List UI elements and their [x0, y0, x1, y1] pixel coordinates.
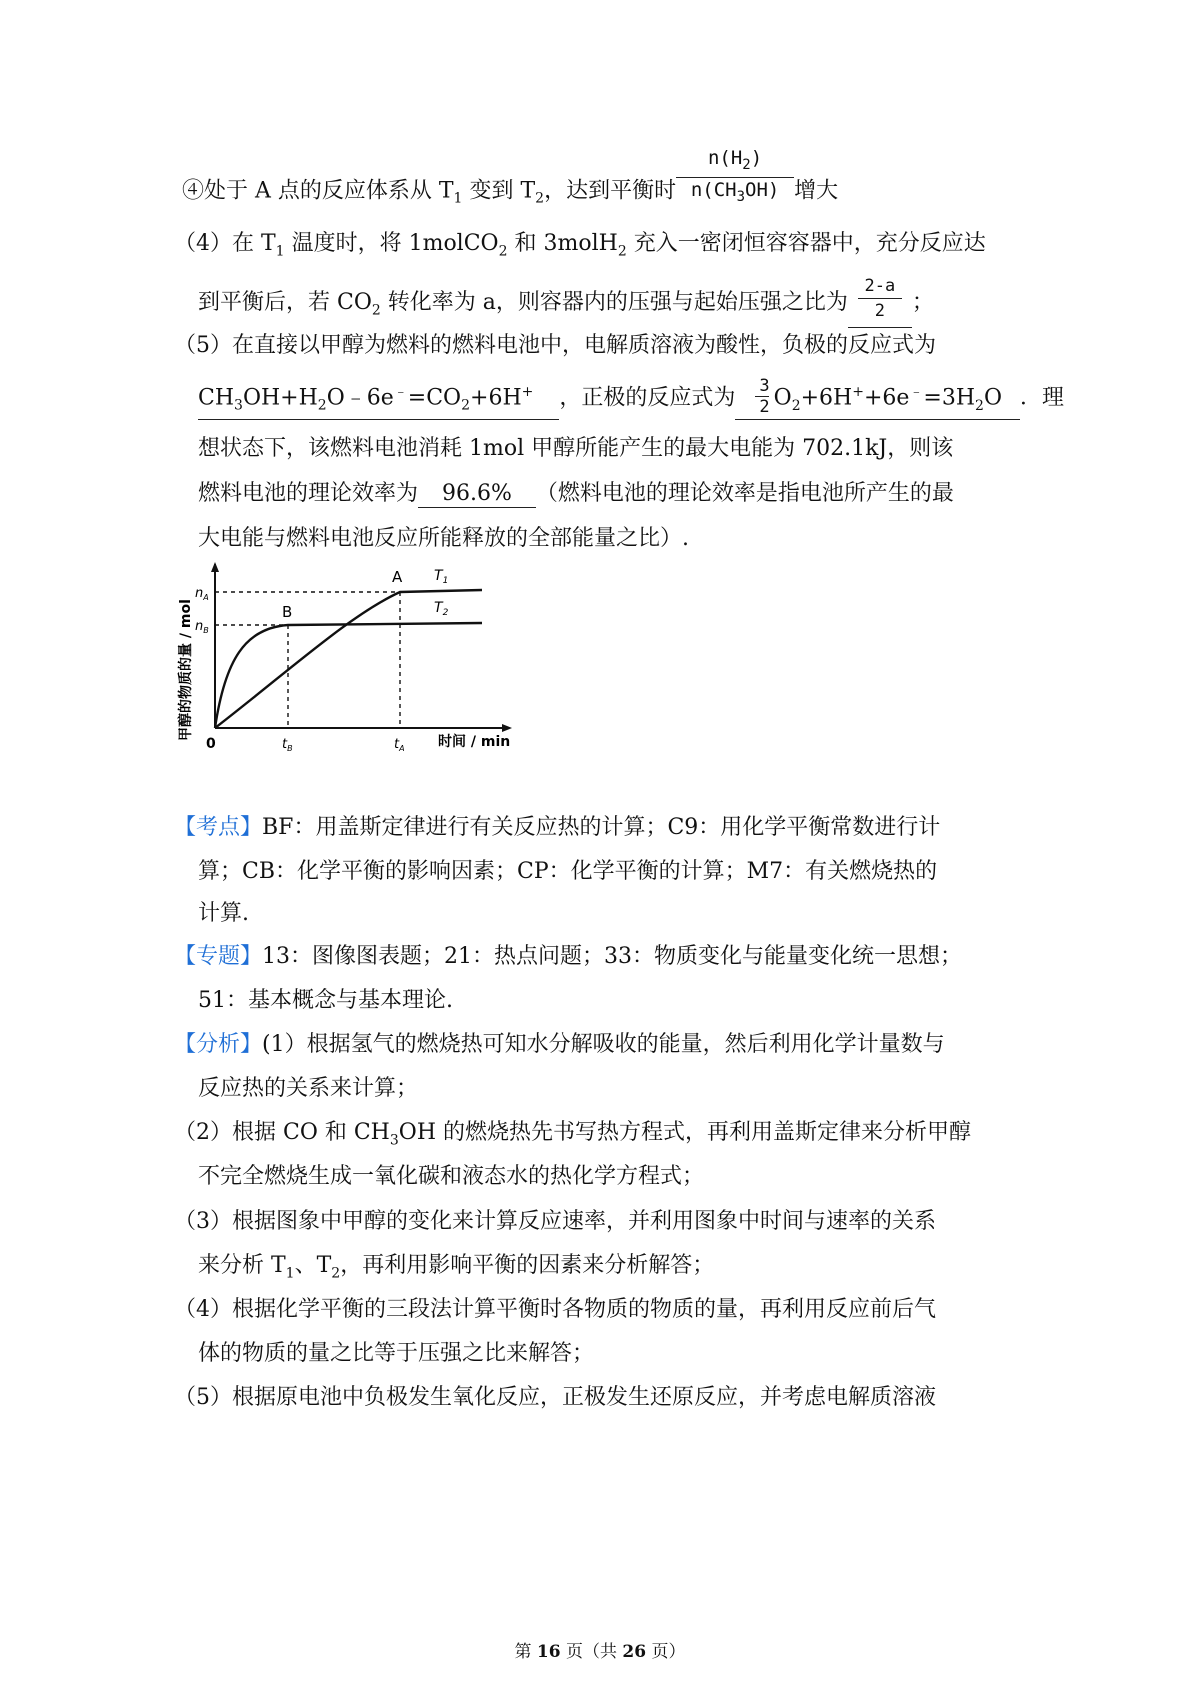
series-T2-label: $T_2$: [434, 600, 449, 618]
fenxi-p2-line1: （2）根据 CO 和 $CH_3OH$ 的燃烧热先书写热方程式，再利用盖斯定律来分析甲醇: [174, 1120, 972, 1149]
fenxi-p5-line1: （5）根据原电池中负极发生氧化反应，正极发生还原反应，并考虑电解质溶液: [174, 1385, 936, 1410]
q4-line2: 到平衡后，若 $CO_2$ 转化率为 a，则容器内的压强与起始压强之比为 $\frac{2-a}{2}$ ；: [198, 278, 934, 328]
x-axis-arrow: [502, 724, 512, 732]
fenxi-p1-line1: 【分析】(1）根据氢气的燃烧热可知水分解吸收的能量，然后利用化学计量数与: [174, 1032, 945, 1057]
fenxi-p3-line2: 来分析 $T_1$、$T_2$，再利用影响平衡的因素来分析解答；: [198, 1253, 715, 1282]
y-axis-arrow: [211, 562, 219, 572]
zhuanti-line1: 【专题】13：图像图表题；21：热点问题；33：物质变化与能量变化统一思想；: [174, 944, 963, 969]
positive-electrode-answer: $\frac{3}{2}$ $O_2+6H^++6e^﹣=3H_2O$: [735, 378, 1020, 420]
fenxi-p4-line1: （4）根据化学平衡的三段法计算平衡时各物质的物质的量，再利用反应前后气: [174, 1297, 936, 1322]
q5-line4: 燃料电池的理论效率为 96.6% （燃料电池的理论效率是指电池所产生的最: [198, 481, 954, 506]
ytick-nB: $n_B$: [195, 619, 209, 635]
q5-line5: 大电能与燃料电池反应所能释放的全部能量之比）.: [198, 526, 689, 551]
point-A-label: A: [392, 568, 403, 586]
methanol-amount-chart: [170, 560, 530, 770]
q5-line1: （5）在直接以甲醇为燃料的燃料电池中，电解质溶液为酸性，负极的反应式为: [174, 333, 937, 358]
q5-line3: 想状态下，该燃料电池消耗 1mol 甲醇所能产生的最大电能为 702.1kJ，则该: [198, 436, 954, 461]
fenxi-p4-line2: 体的物质的量之比等于压强之比来解答；: [198, 1341, 595, 1366]
series-T1-label: $T_1$: [434, 568, 449, 586]
kaodian-line1: 【考点】BF：用盖斯定律进行有关反应热的计算；C9：用化学平衡常数进行计: [174, 815, 941, 840]
chart-xlabel: 时间 / min: [438, 734, 511, 750]
current-page: 16: [536, 1642, 561, 1662]
fenxi-p3-line1: （3）根据图象中甲醇的变化来计算反应速率，并利用图象中时间与速率的关系: [174, 1209, 936, 1234]
q4-answer-fraction: $\frac{2-a}{2}$: [858, 274, 902, 323]
ytick-nA: $n_A$: [195, 586, 209, 602]
series-T2-line: [215, 623, 482, 728]
xtick-tA: $t_A$: [394, 737, 405, 753]
page-footer: 第 16 页（共 26 页）: [514, 1642, 686, 1662]
kaodian-tag: 【考点】: [174, 815, 263, 840]
ratio-fraction: $\frac{n(H_2)}{n(CH_3OH)}$: [676, 146, 794, 209]
kaodian-line3: 计算.: [198, 901, 249, 926]
q3-item4-line: ④处于 A 点的反应体系从 $T_1$ 变到 $T_2$，达到平衡时 $\frac{n(H_2)}{n(CH_3OH)}$ 增大: [182, 147, 839, 207]
fenxi-p1-line2: 反应热的关系来计算；: [198, 1076, 419, 1101]
total-pages: 26: [622, 1642, 647, 1662]
q5-line2: $CH_3OH+H_2O﹣6e^﹣=CO_2+6H^+$ ，正极的反应式为 $\frac{3}{2}$ $O_2+6H^++6e^﹣=3H_2O$ ．理: [198, 378, 1064, 420]
origin-label: 0: [206, 736, 216, 752]
chart-ylabel: 甲醇的物质的量 / mol: [178, 599, 194, 741]
xtick-tB: $t_B$: [282, 737, 293, 753]
fenxi-tag: 【分析】: [174, 1032, 263, 1057]
efficiency-answer: 96.6%: [418, 481, 536, 508]
fenxi-p2-line2: 不完全燃烧生成一氧化碳和液态水的热化学方程式；: [198, 1164, 705, 1189]
q4-line1: （4）在 $T_1$ 温度时，将 1molCO$_2$ 和 3molH$_2$ 充入一密闭恒容容器中，充分反应达: [174, 231, 986, 260]
negative-electrode-answer: $CH_3OH+H_2O﹣6e^﹣=CO_2+6H^+$: [198, 379, 559, 420]
kaodian-line2: 算；CB：化学平衡的影响因素；CP：化学平衡的计算；M7：有关燃烧热的: [198, 859, 938, 884]
zhuanti-line2: 51：基本概念与基本理论.: [198, 988, 453, 1013]
point-B-label: B: [282, 603, 293, 621]
zhuanti-tag: 【专题】: [174, 944, 263, 969]
